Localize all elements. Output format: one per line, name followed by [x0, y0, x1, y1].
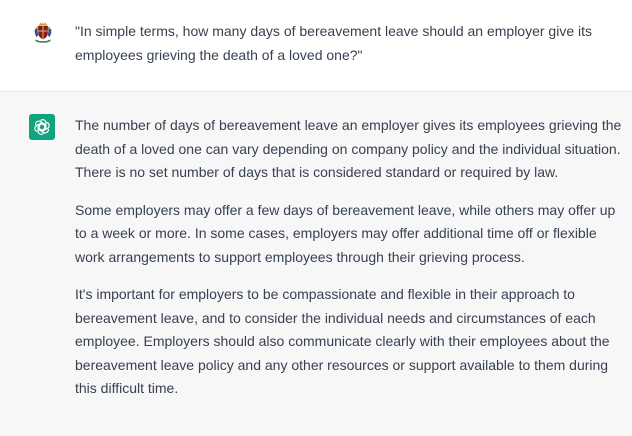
- assistant-paragraph: It's important for employers to be compassionate and flexible in their approach to bereavement leave, and to consider the individual needs and circumstances of each employee. Employers should also communicate clearly with their employees about the bereavement leave policy and any other resources or support available to them during this difficult time.: [75, 286, 610, 396]
- assistant-paragraph: Some employers may offer a few days of bereavement leave, while others may offer up to a week or more. In some cases, employers may offer additional time off or flexible work arrangements to support employees through their grieving process.: [75, 201, 616, 265]
- assistant-message-body: [75, 114, 626, 415]
- user-message-row: [0, 0, 632, 92]
- assistant-paragraph: The number of days of bereavement leave an employer gives its employees grieving the death of a loved one can vary depending on company policy and the individual situation. There is no set number of days that is considered standard or required by law.: [75, 117, 622, 180]
- user-message-text: "In simple terms, how many days of bereavement leave should an employer give its employees grieving the death of a loved one?": [75, 23, 592, 63]
- assistant-message-row: [0, 92, 632, 436]
- openai-logo-icon: [29, 114, 55, 140]
- crest-avatar-icon: [31, 20, 55, 44]
